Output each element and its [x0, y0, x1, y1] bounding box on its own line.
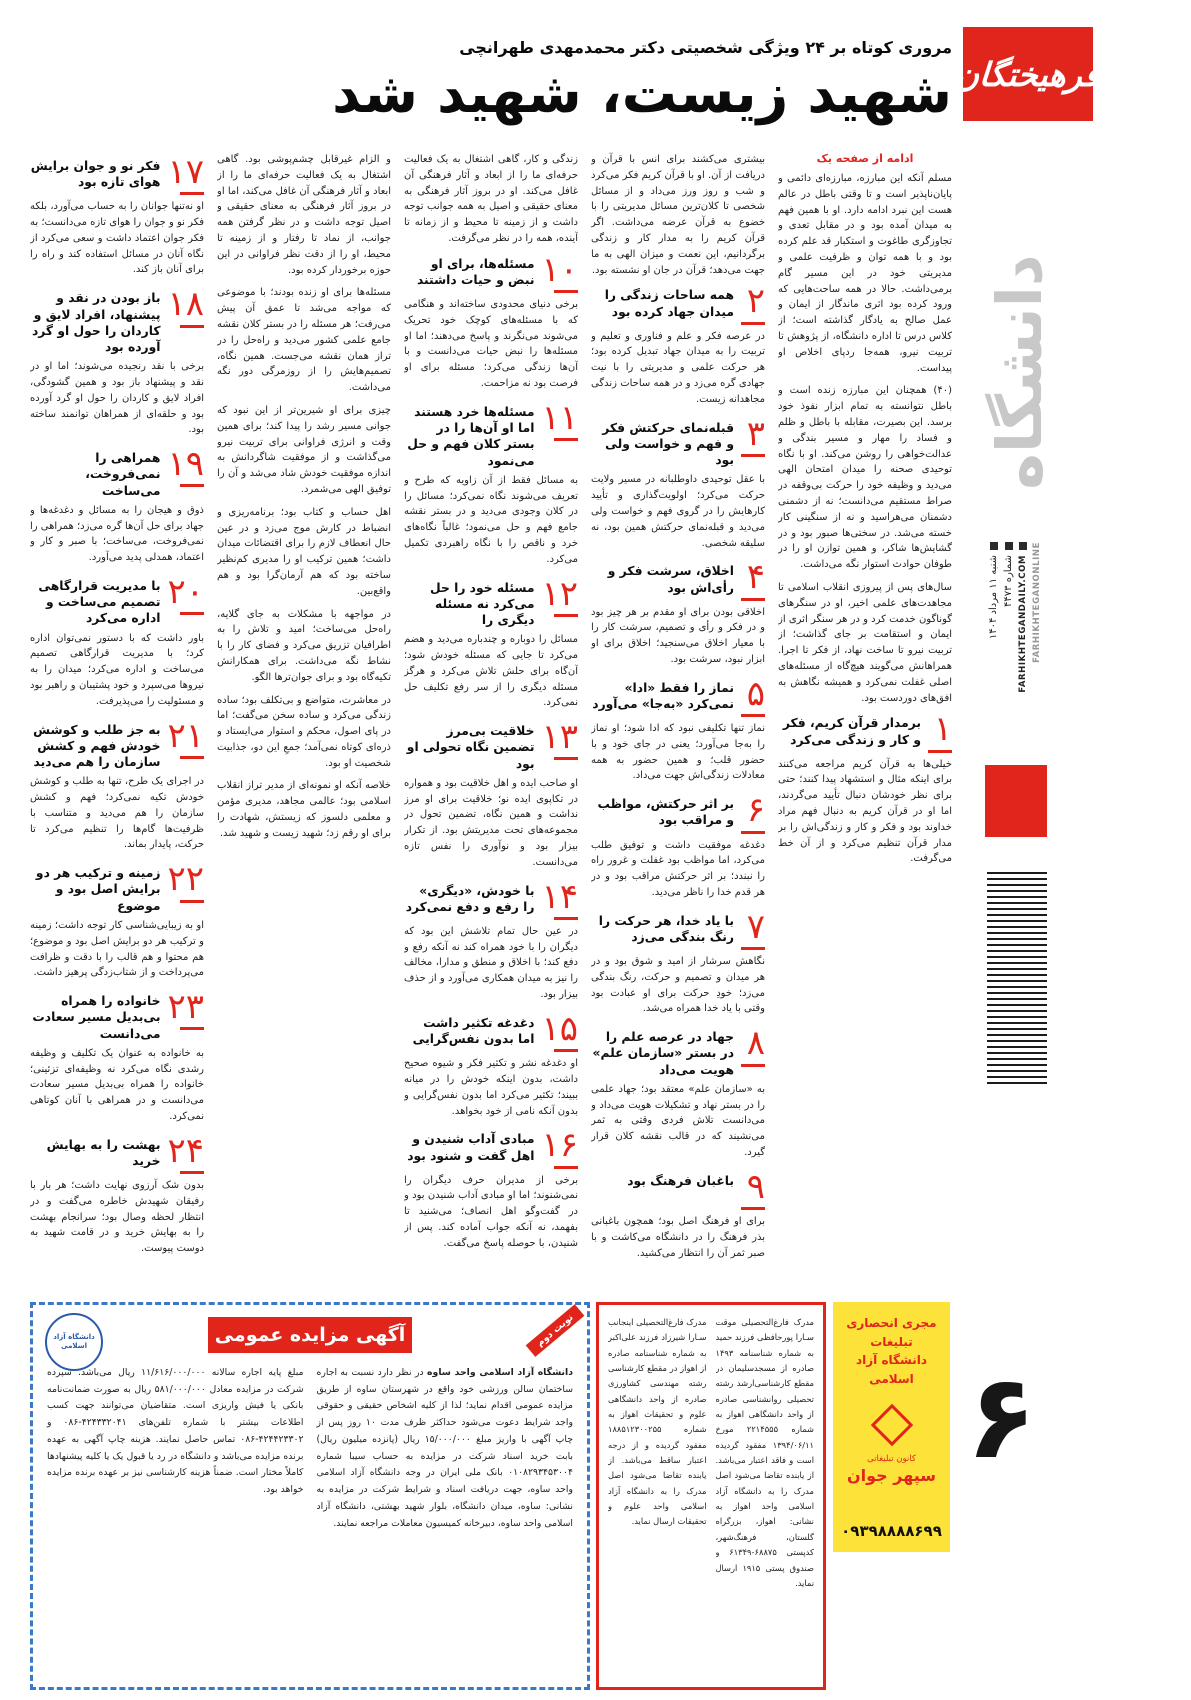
- trait-item: [591, 790, 765, 900]
- auction-body: [33, 1355, 587, 1542]
- issue-number: شماره ۴۴۷۳: [1003, 555, 1014, 607]
- trait-number: ۱: [928, 713, 952, 752]
- trait-body: او نه‌تنها جوانان را به حساب می‌آورد، بلکه فکر نو و جوان را هوای تازه می‌دانست؛ به فکر جوان اعتماد داشت و سعی می‌کرد از نگاه آنان در مسائل استفاده کند و راه را برای آنان باز کند.: [30, 201, 204, 276]
- trait-body: برای او فرهنگ اصل بود؛ همچون باغبانی بذر فرهنگ را در دانشگاه می‌کاشت و با صبر ثمر آن را انتظار می‌کشید.: [591, 1216, 765, 1259]
- trait-item: [30, 987, 204, 1125]
- trait-item: [404, 717, 578, 870]
- trait-body: برخی دنیای محدودی ساخته‌اند و هنگامی که با مسئله‌های کوچک خود تحریک می‌شوند می‌نگرند و پاسخ می‌دهند؛ اما او مسئله‌ها را نبض حیات می‌دانست و با آن‌ها زندگی می‌کرد؛ مسئله برای او فرصت بود نه مزاحمت.: [404, 299, 578, 390]
- article-paragraph: چیزی برای او شیرین‌تر از این نبود که جوانی مسیر رشد را پیدا کند؛ برای همین وقت و انرژی فراوانی برای تربیت نیرو می‌گذاشت و از موفقیت شاگردانش به اندازه موفقیت خودش شاد می‌شد و آن را توفیق الهی می‌شمرد.: [217, 404, 391, 495]
- trait-item: [404, 249, 578, 392]
- trait-item: [30, 571, 204, 710]
- azad-logo-text: دانشگاه آزاد اسلامی: [53, 1332, 95, 1350]
- issue-date: شنبه ۱۱ مرداد ۱۴۰۴: [988, 555, 999, 640]
- trait-item: [404, 1125, 578, 1251]
- trait-number: ۱۸: [167, 288, 204, 327]
- agency-ad: [833, 1302, 950, 1552]
- article-paragraph: زندگی و کار، گاهی اشتغال به یک فعالیت حرفه‌ای ما را از ابعاد و آثار فرهنگی آن غافل می‌کند. او در بروز آثار فرهنگی به معنای حقیقی و اصیل به همه جوانب توجه داشت و از زمینه تا محیط و از زمانه تا آینده، همه را در نظر می‌گرفت.: [404, 154, 578, 244]
- azad-university-logo: [45, 1313, 103, 1371]
- trait-title: با خودش، «دیگری» را رفع و دفع نمی‌کرد: [405, 883, 535, 914]
- globe-icon: [1019, 542, 1027, 550]
- trait-body: با عقل توحیدی داوطلبانه در مسیر ولایت حرکت می‌کرد؛ اولویت‌گذاری و تأیید کارهایش را در گروی فهم و خواست ولی می‌دید و قبله‌نمای حرکتش همین بود، نه سلیقه شخصی.: [591, 474, 765, 549]
- article-header: [30, 38, 952, 123]
- agency-phone: ۰۹۳۹۸۸۸۸۶۹۹: [841, 1522, 942, 1540]
- trait-item: [30, 1130, 204, 1257]
- trait-title: مسئله خود را حل می‌کرد نه مسئله دیگری را: [429, 580, 535, 627]
- trait-body: نگاهش سرشار از امید و شوق بود و در هر میدان و تصمیم و حرکت، رنگ بندگی می‌زد؛ خودِ حرکت برای او عبادت بود وقتی با یاد خدا همراه می‌شد.: [591, 956, 765, 1015]
- trait-item: [591, 906, 765, 1017]
- trait-title: اخلاق، سرشت فکر و رأی‌اش بود: [607, 564, 734, 595]
- auction-title: آگهی مزایده عمومی: [208, 1317, 412, 1353]
- trait-item: [404, 573, 578, 712]
- trait-body: او صاحب ایده و اهل خلاقیت بود و همواره در تکاپوی ایده نو؛ خلاقیت برای او مرز نداشت و همین نگاه، تضمین تحول در مجموعه‌های تحت مدیریتش بود. از تکرار بیزار بود و نوآوری را نفس تازه می‌دانست.: [404, 777, 578, 868]
- trait-title: باز بودن در نقد و پیشنهاد، افراد لایق و کاردان را حول او گرد آورده بود: [31, 291, 161, 354]
- trait-title: مبادی آداب شنیدن و اهل گفت و شنود بود: [407, 1132, 535, 1163]
- page-number: ۶: [966, 1350, 1037, 1485]
- trait-item: [591, 673, 765, 784]
- agency-brand-small: کانون تبلیغاتی: [867, 1454, 916, 1465]
- trait-title: دغدغه تکثیر داشت اما بدون نفس‌گرایی: [412, 1015, 535, 1047]
- trait-title: خانواده را همراه بی‌بدیل مسیر سعادت می‌دانست: [32, 994, 161, 1041]
- article-paragraph: در معاشرت، متواضع و بی‌تکلف بود؛ ساده زندگی می‌کرد و ساده سخن می‌گفت؛ اما در پای اصول، محکم و استوار می‌ایستاد و ذره‌ای کوتاه نمی‌آمد؛ جمعِ این دو، جذابیت شخصیت او بود.: [217, 694, 391, 769]
- lost-documents-ad: [596, 1302, 826, 1690]
- trait-item: [404, 397, 578, 568]
- agency-title-line2: دانشگاه آزاد اسلامی: [855, 1353, 928, 1386]
- article-headline: شهید زیست، شهید شد: [332, 61, 952, 125]
- trait-body: به «سازمان علم» معتقد بود؛ جهاد علمی را در بستر نهاد و تشکیلات هویت می‌داد و می‌دانست تلاش فردی وقتی به ثمر می‌نشیند که در قالب نقشه کلان قرار گیرد.: [591, 1083, 765, 1159]
- issue-meta: [988, 542, 1046, 752]
- trait-item: [30, 859, 204, 981]
- trait-number: ۷: [741, 911, 765, 950]
- trait-body: خیلی‌ها به قرآن کریم مراجعه می‌کنند برای اینکه مثال و استشهاد پیدا کنند؛ حتی برای نظر خودشان دنبال تأیید می‌گردند، اما او در قرآن کریم به دنبال فهم مراد خداوند بود و فکر و کار و زندگی‌اش را بر مدار قرآن تنظیم می‌کرد و از آن خط می‌گرفت.: [778, 758, 952, 865]
- trait-number: ۱۱: [541, 402, 578, 441]
- agency-brand-big: سپهر جوان: [846, 1466, 937, 1486]
- trait-body: بدون شک آرزوی نهایت داشت؛ هر بار با رفیقان شهیدش خاطره می‌گفت و در انتظار لحظه وصال بود؛ سرانجام بهشت را به بهایش خرید و در قامت شهید به دوست پیوست.: [30, 1180, 204, 1255]
- trait-body: در عرصه فکر و علم و فناوری و تعلیم و تربیت را به میدان جهاد تبدیل کرده بود؛ هر حرکت علمی و مدیریتی را با نیت جهادی گره می‌زد و در همه ساحات زندگی مجاهدانه زیست.: [591, 330, 765, 405]
- trait-item: [591, 1023, 765, 1161]
- trait-title: برمدار قرآن کریم، فکر و کار و زندگی می‌کرد: [782, 716, 921, 747]
- social-line: [1032, 542, 1042, 752]
- trait-title: به جز طلب و کوشش خودش فهم و کشش سازمان را هم می‌دید: [33, 722, 161, 770]
- trait-item: [404, 876, 578, 1003]
- continued-from-label: ادامه از صفحه یک: [816, 152, 914, 165]
- trait-item: [30, 715, 204, 854]
- trait-number: ۱۲: [541, 578, 578, 617]
- newspaper-logo-text: فرهیختگان: [954, 54, 1102, 94]
- trait-body: دغدغه موفقیت داشت و توفیق طلب می‌کرد، اما مواظب بود غفلت و غرور راه را نبندد؛ بر اثر حرکتش مراقب بود و در هر قدم خدا را ناظر می‌دید.: [591, 839, 765, 898]
- trait-body: مسائل را دوباره و چندباره می‌دید و هضم می‌کرد تا جایی که مسئله خودش شود؛ آن‌گاه برای حلش تلاش می‌کرد و هرگز مسئله دیگری را از سر رفع تکلیف حل نمی‌کرد.: [404, 634, 578, 709]
- trait-number: ۱۶: [541, 1129, 578, 1168]
- trait-number: ۲۴: [167, 1135, 204, 1174]
- trait-title: مسئله‌ها خرد هستند اما او آن‌ها را در بستر کلان فهم و حل می‌نمود: [407, 404, 535, 468]
- column-5: [30, 152, 204, 1290]
- trait-number: ۹: [741, 1171, 765, 1210]
- trait-title: با مدیریت قرارگاهی تصمیم می‌ساخت و اداره می‌کرد: [38, 578, 161, 626]
- trait-number: ۵: [741, 678, 765, 717]
- sepehr-javan-logo: [870, 1404, 912, 1446]
- trait-title: فکر نو و جوان برایش هوای تازه بود: [30, 159, 161, 190]
- trait-title: نماز را فقط «ادا» نمی‌کرد «به‌جا» می‌آورد: [592, 680, 734, 711]
- website-url: FARHIKHTEGANDAILY.COM: [1018, 555, 1028, 693]
- trait-body: به خانواده به عنوان یک تکلیف و وظیفه رشدی نگاه می‌کرد نه وظیفه‌ای تزئینی؛ خانواده را همراه بی‌بدیل مسیر سعادت می‌دانست و در همراهی با آنان کوتاهی نمی‌کرد.: [30, 1047, 204, 1122]
- trait-number: ۱۹: [167, 448, 204, 487]
- barcode: [987, 872, 1047, 1084]
- red-accent-block: [985, 765, 1047, 837]
- trait-item: [30, 284, 204, 438]
- trait-title: بهشت را به بهایش خرید: [46, 1137, 161, 1168]
- auction-column-right: [317, 1365, 574, 1532]
- hash-icon: [1005, 542, 1013, 550]
- trait-body: او به زیبایی‌شناسی کار توجه داشت؛ زمینه و ترکیب هر دو برایش اصل بود و موضوع؛ هم محتوا و هم قالب را با دقت و ظرافت می‌پرداخت و از شتاب‌زدگی پرهیز داشت.: [30, 919, 204, 979]
- trait-number: ۶: [741, 794, 765, 833]
- trait-body: ذوق و هیجان را به مسائل و دغدغه‌ها و جهاد برای حل آن‌ها گره می‌زد؛ همراهی را نمی‌فروخت، می‌ساخت؛ با صبر و کار و اعتماد، همدلی پدید می‌آورد.: [30, 504, 204, 564]
- lost-document-notice: مدرک فارغ‌التحصیلی اینجانب سـارا شیرزاد فرزند علی‌اکبر به شماره شناسنامه صادره از اهواز در مقطع کارشناسی رشته مهندسی کشاورزی صادره از واحد دانشگاهی علوم و تحقیقات اهواز به شماره ۱۸۸۵۱۲۳۰۰۲۵۵ مفقود گردیده و از درجه اعتبار ساقط می‌باشد. از یابنده تقاضا می‌شود اصل مدرک را به دانشگاه آزاد اسلامی واحد علوم و تحقیقات ارسال نماید.: [608, 1317, 707, 1527]
- article-kicker: مروری کوتاه بر ۲۴ ویژگی شخصیتی دکتر محمدمهدی طهرانچی: [459, 38, 952, 57]
- article-paragraph: مسلم آنکه این مبارزه، مبارزه‌ای دائمی و پایان‌ناپذیر است و تا وقتی باطل در عالم هست این نبرد ادامه دارد. او با همین فهم به میدان آمده بود و در مقابل تعدی و تجاوزگری طاغوت و استکبار قد علم کرده بود و با همه توان و ظرفیت علمی و مدیریتی خود در این مسیر گام برمی‌داشت. حالا در همه ساحت‌هایی که ورود کرده بود اثری ماندگار از ایمان و عمل صالح به یادگار گذاشته است؛ از کلاس درس تا اداره دانشگاه، از پژوهش تا تربیت نیرو، همه‌جا ردپای اخلاص او پیداست.: [778, 173, 952, 374]
- auction-ad: [30, 1302, 590, 1690]
- trait-body: باور داشت که با دستور نمی‌توان اداره کرد؛ با مدیریت قرارگاهی تصمیم می‌ساخت و اداره می‌کرد؛ میدان را به نیروها می‌سپرد و خود پشتیبان و راهبر بود و مسئولیت را می‌پذیرفت.: [30, 632, 204, 707]
- trait-item: [591, 281, 765, 407]
- trait-item-header: [778, 709, 952, 752]
- trait-body: برخی با نقد رنجیده می‌شوند؛ اما او در نقد و پیشنهاد باز بود و همین گشودگی، افراد لایق و کاردان را حول او گرد آورده بود و حلقه‌ای از همراهان توانمند ساخته بود.: [30, 361, 204, 436]
- trait-title: خلاقیت بی‌مرز تضمین نگاه تحولی او بود: [406, 724, 535, 771]
- trait-body: در اجرای یک طرح، تنها به طلب و کوشش خودش تکیه نمی‌کرد؛ فهم و کشش سازمان را هم می‌دید و متناسب با ظرفیت‌ها گام‌ها را تنظیم می‌کرد تا حرکت، پایدار بماند.: [30, 776, 204, 851]
- trait-number: ۲۲: [167, 863, 204, 902]
- article-paragraph: مسئله‌ها برای او زنده بودند؛ با موضوعی که مواجه می‌شد تا عمق آن پیش می‌رفت؛ هر مسئله را در بستر کلان نقشه جامع علمی کشور می‌دید و راه‌حل را در تراز همان نقشه می‌جست. همین نگاه، تصمیم‌هایش را از روزمرگی دور نگه می‌داشت.: [217, 287, 391, 394]
- column-3: [404, 152, 578, 1290]
- calendar-icon: [990, 542, 998, 550]
- trait-title: همراهی را نمی‌فروخت، می‌ساخت: [85, 451, 161, 498]
- auction-text-right: در نظر دارد نسبت به اجاره ساختمان سالن ورزشی خود واقع در شهرستان ساوه از طریق مزایده عمومی اقدام نماید؛ لذا از کلیه اشخاص حقیقی و حقوقی واجد شرایط دعوت می‌شود حداکثر ظرف مدت ۱۰ روز پس از چاپ آگهی با واریز مبلغ ۱۵/۰۰۰/۰۰۰ ریال (پانزده میلیون ریال) بابت خرید اسناد شرکت در مزایده به حساب سیبا شماره ۰۱۰۸۲۹۳۴۵۳۰۰۴ بانک ملی ایران در وجه دانشگاه آزاد اسلامی واحد ساوه، جهت دریافت اسناد و شرایط شرکت در مزایده به نشانی: ساوه، میدان دانشگاه، بلوار شهید بهشتی، دانشگاه آزاد اسلامی واحد ساوه، دبیرخانه کمیسیون معاملات مراجعه نمایند.: [316, 1367, 573, 1529]
- trait-body: نماز تنها تکلیفی نبود که ادا شود؛ او نماز را به‌جا می‌آورد؛ یعنی در جای خود و با حضور قلب؛ و همین حضور به همه معادلات زندگی‌اش جهت می‌داد.: [591, 723, 765, 782]
- trait-title: جهاد در عرصه علم را در بستر «سازمان علم» هویت می‌داد: [592, 1030, 734, 1077]
- trait-title: قبله‌نمای حرکتش فکر و فهم و خواست ولی بود: [602, 420, 734, 468]
- trait-number: ۴: [741, 561, 765, 600]
- trait-item: [591, 1166, 765, 1262]
- article-paragraph: اهل حساب و کتاب بود؛ برنامه‌ریزی و انضباط در کارش موج می‌زد و در عین حال انعطاف لازم را برای اقتضائات میدان داشت؛ همین ترکیب او را مدیری کم‌نظیر ساخته بود که هم آرمان‌گرا بود و هم واقع‌بین.: [217, 506, 391, 597]
- trait-title: زمینه و ترکیب هر دو برایش اصل بود و موضوع: [35, 866, 161, 913]
- article-paragraph: بیشتری می‌کشند برای انس با قرآن و دریافت از آن. او با قرآن کریم فکر می‌کرد و شب و روز ورز می‌داد و از مسائل شخصی تا کلان‌ترین مسائل مدیریتی را با خضوع به قرآن عرضه می‌داشت. اگر قرآن کریم را به مدار کار و زندگی برگردانیم، این نعمت و میزان الهی به ما جهت می‌دهد؛ قرآن در جان او نشسته بود.: [591, 154, 765, 276]
- trait-title: همه ساحات زندگی را میدان جهاد کرده بود: [604, 288, 734, 319]
- trait-item: [404, 1008, 578, 1119]
- trait-body: او دغدغه نشر و تکثیر فکر و شیوه صحیح داشت، بدون اینکه خودش را در میانه ببیند؛ تکثیر می‌کرد اما بدون نفس‌گرایی و بدون آنکه نامی از خود بخواهد.: [404, 1058, 578, 1117]
- date-line: [988, 542, 999, 752]
- trait-number: ۸: [741, 1027, 765, 1066]
- trait-body: در عین حال تمام تلاشش این بود که دیگران را با خود همراه کند نه آنکه رفع و دفع کند؛ با اخلاق و منطق و مدارا، مخالف را نیز به میدان همکاری می‌آورد و از حذف بیزار بود.: [404, 925, 578, 1001]
- trait-item: [591, 413, 765, 552]
- auction-round-ribbon: نوبت دوم: [525, 1304, 584, 1357]
- column-1: [778, 152, 952, 1290]
- trait-title: با یاد خدا، هر حرکت را رنگ بندگی می‌زد: [598, 913, 734, 944]
- site-line: [1018, 542, 1028, 752]
- article-paragraph: خلاصه آنکه او نمونه‌ای از مدیر تراز انقلاب اسلامی بود؛ عالمی مجاهد، مدیری مؤمن و معلمی دلسوز که زیستش، شهادت را برای او رقم زد؛ شهید زیست و شهید شد.: [217, 780, 391, 839]
- lost-document-notice: مدرک فارغ‌التحصیلی موقت سـارا پورحافظی فرزند حمید به شماره شناسنامه ۱۴۹۳ صادره از مسجدسلیمان در مقطع کارشناسی‌ارشد رشته تحصیلی روانشناسی صادره از واحد دانشگاهی اهواز به شماره ۲۲۱۴۵۵۵ مورخ ۱۳۹۴/۰۶/۱۱ مفقود گردیده است و فاقد اعتبار می‌باشد. از یابنده تقاضا می‌شود اصل مدرک را به دانشگاه آزاد اسلامی واحد اهواز به نشانی: اهواز، بزرگراه گلستان، فرهنگ‌شهر، کدپستی ۶۸۸۷۵-۶۱۳۴۹ و صندوق پستی ۱۹۱۵ ارسال نماید.: [715, 1317, 814, 1588]
- auction-column-left: مبلغ پایه اجاره سالانه ۱۱/۶۱۶/۰۰۰/۰۰۰ ریال می‌باشد. سپرده شرکت در مزایده معادل ۵۸۱/۰۰۰/۰۰۰ ریال به صورت ضمانت‌نامه بانکی یا فیش واریزی است. متقاضیان می‌توانند جهت کسب اطلاعات بیشتر با شماره تلفن‌های ۴۲۴۳۳۲۰۴۱-۰۸۶ و ۴۲۴۴۲۳۳۰۲-۰۸۶ تماس حاصل نمایند. هزینه چاپ آگهی به عهده برنده مزایده می‌باشد و دانشگاه در رد یا قبول یک یا کلیه پیشنهادها کاملاً مختار است. ضمناً هزینه کارشناسی نیز بر عهده برنده مزایده خواهد بود.: [47, 1367, 304, 1496]
- auction-org-name: دانشگاه آزاد اسلامی واحد ساوه: [427, 1367, 573, 1378]
- trait-title: بر اثر حرکتش، مواظب و مراقب بود: [597, 797, 734, 828]
- trait-body: برخی از مدیران حرف دیگران را نمی‌شنوند؛ اما او مبادی آداب شنیدن بود و در گفت‌وگو اهل انصاف؛ می‌شنید تا بفهمد، نه آنکه جواب آماده کند. پس از شنیدن، با حوصله پاسخ می‌گفت.: [404, 1174, 578, 1249]
- trait-title: مسئله‌ها، برای او نبض و حیات داشتند: [416, 256, 535, 287]
- trait-number: ۱۳: [541, 721, 578, 760]
- trait-number: ۲۱: [167, 720, 204, 759]
- issue-line: [1003, 542, 1014, 752]
- trait-number: ۱۴: [541, 881, 578, 920]
- ads-strip: [30, 1302, 952, 1690]
- trait-item: [778, 709, 952, 867]
- trait-title: باغبان فرهنگ بود: [627, 1173, 734, 1188]
- trait-item: [30, 152, 204, 278]
- column-4: [217, 152, 391, 1290]
- trait-body: اخلاقی بودن برای او مقدم بر هر چیز بود و در فکر و رأی و تصمیم، سرشت کار را با معیار اخلاق می‌سنجید؛ اخلاق برای او ابزار نبود، سرشت بود.: [591, 606, 765, 665]
- trait-number: ۱۵: [541, 1013, 578, 1052]
- agency-title-line1: مجری انحصاری تبلیغات: [846, 1316, 937, 1349]
- trait-body: به مسائل فقط از آن زاویه که طرح و تعریف می‌شوند نگاه نمی‌کرد؛ مسائل را در کلان وجودی می‌دید و در بستر نقشه جامع فهم و حل می‌نمود؛ غالباً نگاه‌های خرد و ناقص را با نگاه راهبردی تکمیل می‌کرد.: [404, 474, 578, 565]
- trait-number: ۳: [741, 418, 765, 457]
- section-title: دانشگاه: [983, 254, 1056, 490]
- newspaper-logo: [954, 27, 1102, 121]
- article-paragraph: در مواجهه با مشکلات به جای گلایه، راه‌حل می‌ساخت؛ امید و تلاش را به اطرافیان تزریق می‌کرد و فضای کار را با نشاط نگه می‌داشت. برای همکارانش تکیه‌گاه بود و برای جوان‌ترها الگو.: [217, 608, 391, 683]
- column-2: [591, 152, 765, 1290]
- trait-number: ۲: [741, 285, 765, 324]
- trait-number: ۲۰: [167, 576, 204, 615]
- trait-number: ۱۷: [167, 156, 204, 195]
- article-paragraph: و الزام غیرقابل چشم‌پوشی بود. گاهی اشتغال به یک فعالیت حرفه‌ای ما را از ابعاد و آثار فرهنگی آن غافل می‌کند، اما او در بروز آثار فرهنگی به معنای حقیقی و اصیل توجه داشت و در نظر گرفتن همه جوانب، از نماد تا رفتار و از زمینه تا محیط، او را از دقت نظر فراوانی در این حوزه برخوردار کرده بود.: [217, 154, 391, 276]
- trait-number: ۱۰: [541, 254, 578, 293]
- article-paragraph: (۴۰) همچنان این مبارزه زنده است و باطل نتوانسته به تمام ابزار نفوذ خود برسد. این بصیرت، مقابله با باطل و ظلم و فساد را مهار و مسیر بندگی و عدالت‌خواهی را روشن می‌کند. او با نگاه توحیدی صحنه را میدان امتحان الهی می‌دید و وظیفه خود را حرکت بی‌وقفه در صراط مستقیم می‌دانست؛ نه از دشمنی دشمنان می‌هراسید و نه از سنگینی کار خسته می‌شد. در سختی‌ها صبور بود و در گشایش‌ها شاکر، و همین توازن او را در طوفان حوادث استوار نگه می‌داشت.: [778, 385, 952, 571]
- trait-item: [591, 557, 765, 667]
- article-columns: [30, 152, 952, 1290]
- trait-number: ۲۳: [167, 991, 204, 1030]
- article-paragraph: سال‌های پس از پیروزی انقلاب اسلامی تا مجاهدت‌های علمی اخیر، او در سنگرهای گوناگون خدمت کرد و در هر سنگر اثری از ایمان و استقامت بر جای گذاشت؛ از تربیت نیرو تا ساخت نهاد، از فکر تا اجرا. همراهانش می‌گویند هیچ‌گاه از مسئله‌های اصلی غفلت نمی‌کرد و همیشه نگاهش به افق‌های دوردست بود.: [778, 581, 952, 704]
- social-handle: FARHIKHTEGANONLINE: [1032, 542, 1042, 663]
- trait-item: [30, 444, 204, 566]
